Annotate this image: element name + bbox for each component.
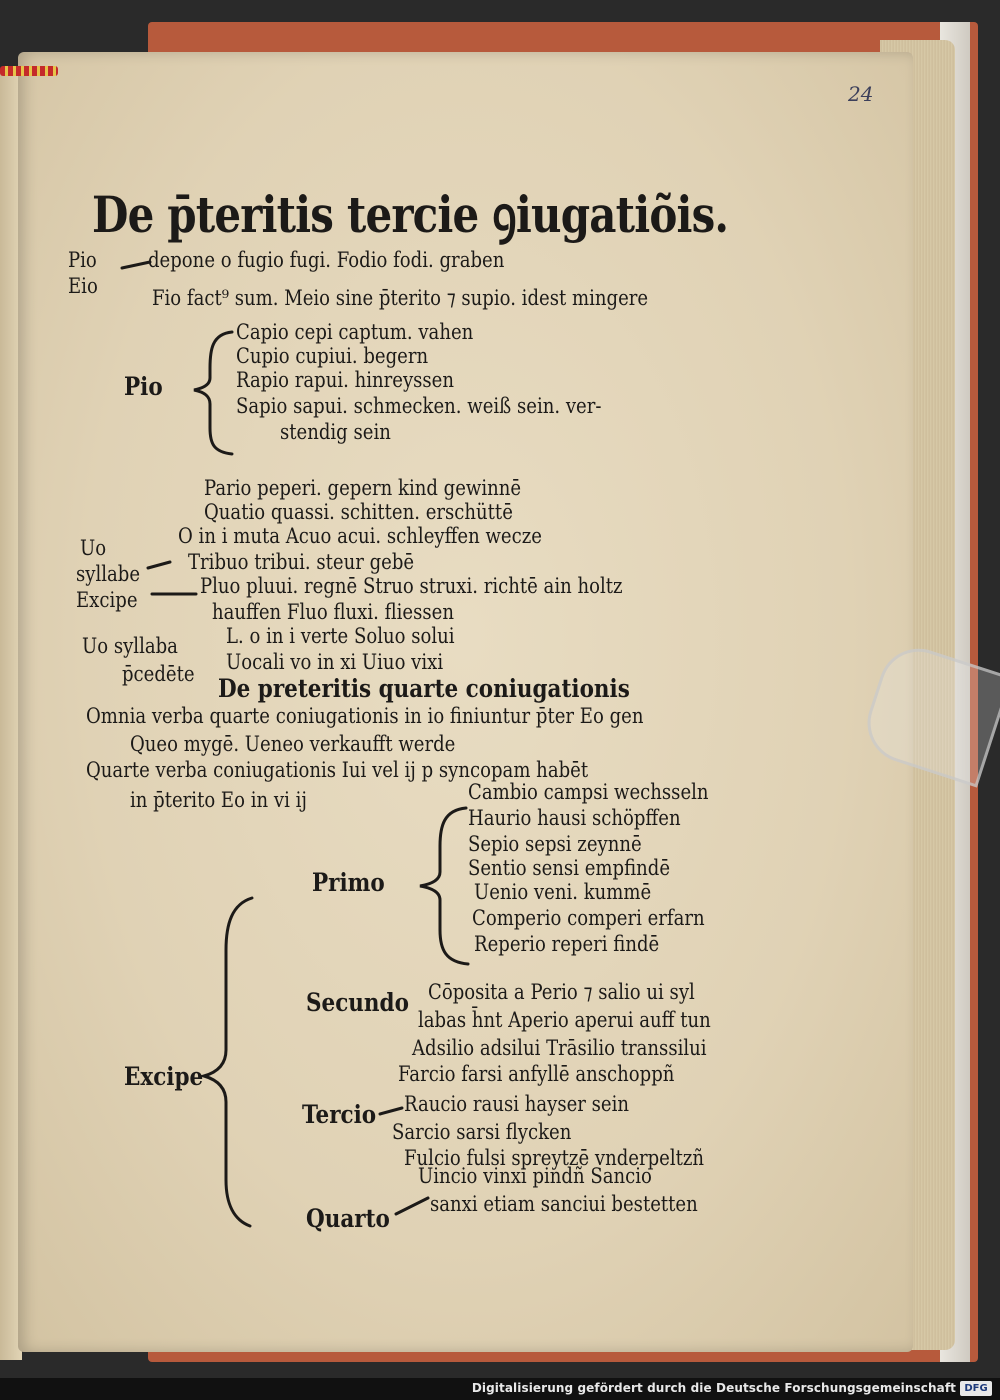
tercio-item-sarcio: Sarcio sarsi flycken [392,1120,572,1144]
quarto-item-sanxi: sanxi etiam sanciui bestetten [430,1192,698,1216]
label-primo: Primo [312,868,385,897]
primo-item-cambio: Cambio campsi wechsseln [468,780,709,804]
secundo-item-composita: Cōposita a Perio ⁊ salio ui syl [428,980,695,1004]
text-line-omnia: Omnia verba quarte coniugationis in io finiuntur p̄ter Eo gen [86,704,644,728]
label-pio-1: Pio [68,248,97,272]
primo-item-comperio: Comperio comperi erfarn [472,906,705,930]
label-excipe-2: Excipe [124,1062,204,1091]
section-subtitle: De preteritis quarte coniugationis [218,674,630,703]
label-secundo: Secundo [306,988,409,1017]
tercio-item-fulcio: Fulcio fulsi spreytzē vnderpeltzñ [404,1146,705,1170]
tercio-item-raucio: Raucio rausi hayser sein [404,1092,630,1116]
label-excipe-1: Excipe [76,588,138,612]
text-line-queo: Queo mygē. Ueneo verkaufft werde [130,732,456,756]
primo-item-sentio: Sentio sensi empfindē [468,856,671,880]
text-line-fugio: depone o fugio fugi. Fodio fodi. graben [148,248,505,272]
uo-item-uiuo: Uocali vo in xi Uiuo vixi [226,650,444,674]
bookmark-ribbon [0,66,58,76]
label-precedente: p̄cedēte [122,662,195,686]
pio-item-sapio: Sapio sapui. schmecken. weiß sein. ver- [236,394,602,418]
uo-item-acuo: O in i muta Acuo acui. schleyffen wecze [178,524,542,548]
text-line-in-preterito: in p̄terito Eo in vi ij [130,788,307,812]
primo-item-reperio: Reperio reperi findē [474,932,660,956]
pio-item-cupio: Cupio cupiui. begern [236,344,429,368]
footer-credit: Digitalisierung gefördert durch die Deutsche Forschungsgemeinschaft [471,1381,956,1395]
uo-item-fluo: hauffen Fluo fluxi. fliessen [212,600,454,624]
primo-item-haurio: Haurio hausi schöpffen [468,806,681,830]
secundo-item-adsilio: Adsilio adsilui Trāsilio transsilui [412,1036,707,1060]
text-line-quarte: Quarte verba coniugationis Iui vel ij p syncopam habēt [86,758,589,782]
uo-item-soluo: L. o in i verte Soluo solui [226,624,455,648]
label-syllabe: syllabe [76,562,141,586]
text-line-quatio: Quatio quassi. schitten. erschüttē [204,500,513,524]
label-tercio: Tercio [302,1100,377,1129]
pio-item-stendig: stendig sein [280,420,391,444]
label-uo: Uo [80,536,107,560]
text-line-fio: Fio fact⁹ sum. Meio sine p̄terito ⁊ supio. idest mingere [152,286,649,310]
label-uo-syllaba: Uo syllaba [82,634,178,658]
text-line-pario: Pario peperi. gepern kind gewinnē [204,476,522,500]
primo-item-sepio: Sepio sepsi zeynnē [468,832,642,856]
label-quarto: Quarto [306,1204,390,1233]
uo-item-pluo: Pluo pluui. regnē Struo struxi. richtē ain holtz [200,574,623,598]
secundo-item-farcio: Farcio farsi anfyllē anschoppñ [398,1062,675,1086]
pio-item-capio: Capio cepi captum. vahen [236,320,474,344]
uo-item-tribuo: Tribuo tribui. steur gebē [188,550,415,574]
label-eio: Eio [68,274,98,298]
tercio-item-uincio: Uincio vinxi pindñ Sancio [418,1164,652,1188]
label-pio-group: Pio [124,372,163,401]
primo-item-uenio: Uenio veni. kummē [474,880,652,904]
page-number: 24 [848,82,874,106]
secundo-item-aperio: labas h̄nt Aperio aperui auff tun [418,1008,711,1032]
pio-item-rapio: Rapio rapui. hinreyssen [236,368,455,392]
page-title: De p̄teritis tercie ꝯiugatiõis. [92,185,729,244]
dfg-logo: DFG [960,1381,992,1396]
